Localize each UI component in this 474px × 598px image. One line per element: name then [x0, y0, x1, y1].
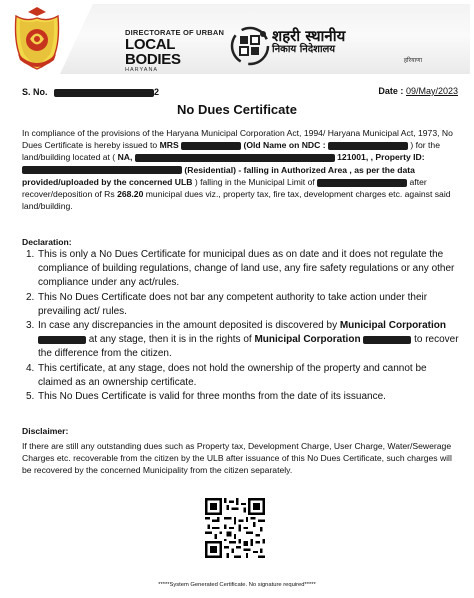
ulb-logo-icon: [230, 24, 270, 68]
list-number: 3.: [26, 320, 35, 332]
pincode-property-label: 121001, , Property ID:: [337, 152, 425, 163]
list-text: to recover the difference from the citizen.: [38, 334, 459, 360]
redacted-block: [317, 179, 407, 187]
list-item: [22, 248, 462, 291]
list-bold: Municipal Corporation: [254, 334, 361, 346]
list-text: at any stage, then it is in the rights of: [88, 334, 252, 346]
hindi-line-1: शहरी स्थानीय: [272, 27, 346, 45]
list-item: [22, 362, 462, 390]
property-type: (Residential) - falling in Authorized Area , as per the data provided/uploaded by the concerned ULB: [22, 164, 415, 187]
list-number: 1.: [26, 249, 35, 260]
list-item: [22, 390, 462, 404]
certificate-body: [22, 127, 460, 212]
hindi-line-2: निकाय निदेशालय: [272, 44, 336, 55]
page-title: No Dues Certificate: [177, 102, 297, 117]
amount-value: 268.20: [117, 189, 144, 200]
disclaimer-title: Disclaimer:: [22, 426, 69, 436]
body-text: municipal dues viz., property tax, fire tax, development charges etc. against said land/building.: [22, 189, 451, 212]
redacted-block: [328, 142, 408, 150]
address-prefix: NA,: [117, 152, 133, 163]
org-state-english: HARYANA: [125, 67, 159, 73]
org-name-hindi: [272, 28, 452, 64]
serial-label: S. No.: [22, 87, 48, 97]
list-item: [22, 291, 462, 319]
date-value: 09/May/2023: [405, 86, 458, 96]
body-text: ) falling in the Municipal Limit of: [194, 176, 315, 187]
redacted-block: [22, 166, 182, 174]
redacted-block: [135, 154, 335, 162]
list-text: This is only a No Dues Certificate for municipal dues as on date and it does not regulate the compliance of building regulations, change of land use, any fire safety regulations or any other compliance under any act/rules.: [38, 249, 455, 289]
org-name-big: LOCAL BODIES: [125, 36, 181, 68]
list-text: This No Dues Certificate is valid for three months from the date of its issuance.: [38, 391, 386, 403]
certificate-header: [0, 0, 474, 82]
owner-salutation: MRS: [159, 140, 179, 151]
serial-trailing: 2: [154, 87, 160, 97]
list-bold: Municipal Corporation: [339, 320, 446, 332]
old-name-label: (Old Name on NDC :: [243, 140, 326, 151]
redacted-block: [363, 336, 411, 344]
list-number: 4.: [26, 362, 35, 374]
body-text: after recover/deposition of Rs: [22, 176, 427, 200]
declaration-list: [22, 248, 462, 404]
system-generated-note: *****System Generated Certificate. No signature required*****: [158, 582, 316, 588]
list-text: This No Dues Certificate does not bar any competent authority to take action under their prevailing act/ rules.: [38, 291, 428, 317]
qr-code-icon: [205, 498, 265, 558]
org-name-small: DIRECTORATE OF URBAN: [125, 28, 225, 37]
list-item: [22, 319, 462, 362]
declaration-title: Declaration:: [22, 237, 72, 247]
redacted-block: [54, 89, 154, 97]
list-number: 2.: [26, 291, 35, 303]
haryana-emblem-icon: [8, 6, 66, 72]
list-text: In case any discrepancies in the amount deposited is discovered by: [38, 320, 338, 332]
redacted-block: [181, 142, 241, 150]
list-number: 5.: [26, 391, 35, 403]
serial-number: [22, 87, 159, 97]
redacted-block: [38, 336, 86, 344]
body-text: In compliance of the provisions of the Haryana Municipal Corporation Act, 1994/ Haryana Municipal Act, 1973, No Dues Certificate is hereby issued to: [22, 128, 453, 151]
list-text: This certificate, at any stage, does not hold the ownership of the property and cannot be claimed as an ownership certificate.: [38, 362, 427, 388]
date-label: Date :: [378, 86, 404, 96]
org-name-english: [125, 28, 230, 73]
issue-date: [378, 86, 458, 96]
disclaimer-text: If there are still any outstanding dues such as Property tax, Development Charge, User Charge, Water/Sewerage Charges etc. recoverable from the citizen by the ULB after issuance of this No Dues Certificate, such charges will be recovered by the concerned Municipality from the citizen separately.: [22, 441, 452, 476]
hindi-state: हरियाणा: [403, 57, 422, 64]
body-text: ) for the land/building located at (: [22, 140, 440, 163]
